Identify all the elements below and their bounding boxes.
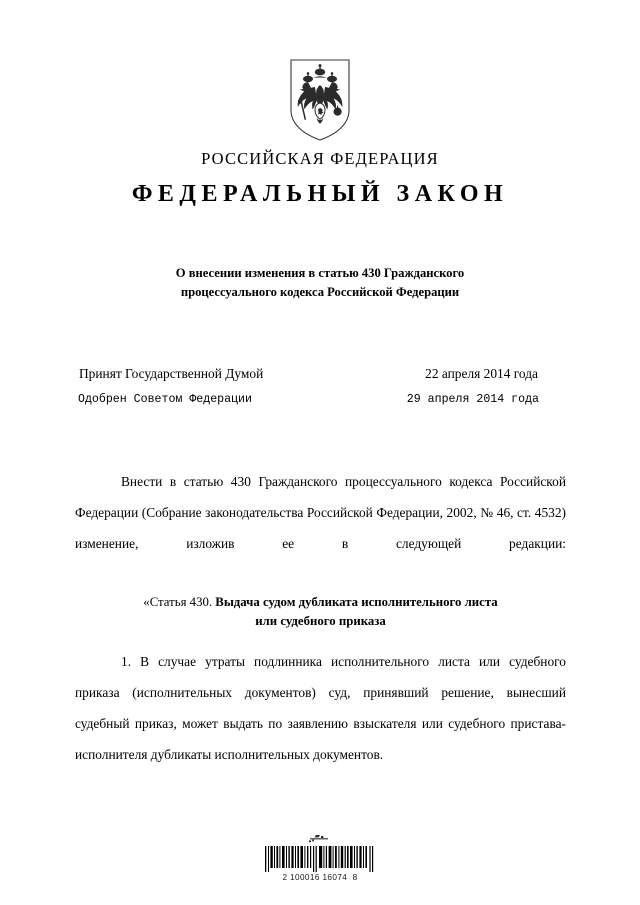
article-heading-title-line-1: Выдача судом дубликата исполнительного листа [215, 595, 498, 609]
intro-paragraph: Внести в статью 430 Гражданского процессуального кодекса Российской Федерации (Собрание законодательства Российской Федерации, 2002, № 46, ст. 4532) изменение, изложив ее в следующей редакции: [75, 474, 566, 551]
printer-registration-mark-icon [307, 834, 333, 845]
barcode-digits: 2 100016 16074 8 [282, 873, 358, 882]
state-duma-date: 22 апреля 2014 года [425, 366, 538, 381]
adoption-row-state-duma [75, 366, 566, 382]
adoption-row-federation-council [75, 393, 566, 406]
subtitle-line-2: процессуального кодекса Российской Федерации [180, 285, 460, 299]
law-title: ФЕДЕРАЛЬНЫЙ ЗАКОН [131, 181, 509, 207]
subtitle-line-1: О внесении изменения в статью 430 Гражданского [175, 266, 465, 280]
barcode-ean13-icon [264, 846, 376, 872]
heading-spacer [75, 630, 566, 646]
law-subtitle [120, 264, 520, 302]
article-heading-prefix: «Статья 430. [143, 595, 213, 609]
federation-council-date: 29 апреля 2014 года [406, 393, 539, 406]
document-body [75, 466, 566, 770]
state-duma-label: Принят Государственной Думой [79, 366, 264, 381]
barcode-block [0, 834, 640, 882]
coat-of-arms-container [0, 58, 640, 142]
country-title: РОССИЙСКАЯ ФЕДЕРАЦИЯ [201, 149, 439, 168]
article-heading-title-line-2: или судебного приказа [255, 613, 386, 628]
article-heading [75, 590, 566, 630]
federation-council-label: Одобрен Советом Федерации [78, 393, 252, 406]
clause-1-paragraph: 1. В случае утраты подлинника исполнительного листа или судебного приказа (исполнительных документов) суд, принявший решение, вынесший судебный приказ, может выдать по заявлению взыскателя или судебного пристава-исполнителя дубликаты исполнительных документов. [75, 654, 566, 762]
russian-coat-of-arms-icon [287, 58, 353, 142]
